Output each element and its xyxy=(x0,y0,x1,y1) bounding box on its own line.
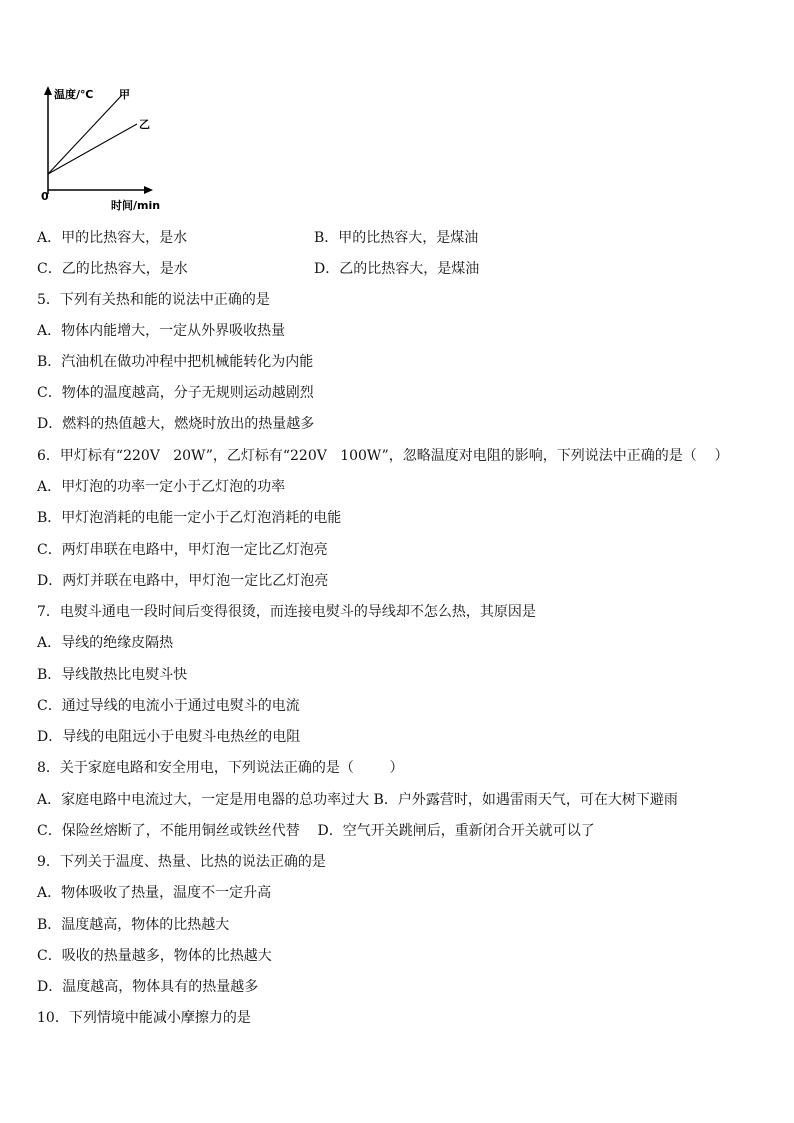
y-axis-arrow-icon xyxy=(44,86,52,95)
q10-stem: 10．下列情境中能减小摩擦力的是 xyxy=(37,1010,251,1026)
q6-option-c: C．两灯串联在电路中，甲灯泡一定比乙灯泡亮 xyxy=(37,542,328,558)
q5-option-c: C．物体的温度越高，分子无规则运动越剧烈 xyxy=(37,385,314,401)
q8-options-line2: C．保险丝熔断了，不能用铜丝或铁丝代替 D．空气开关跳闸后，重新闭合开关就可以了 xyxy=(37,823,595,839)
q6-stem: 6．甲灯标有“220V 20W”，乙灯标有“220V 100W”，忽略温度对电阻的影响，下列说法中正确的是（ ） xyxy=(37,448,729,464)
q5-option-d: D．燃料的热值越大，燃烧时放出的热量越多 xyxy=(37,416,315,432)
q5-stem: 5．下列有关热和能的说法中正确的是 xyxy=(37,292,270,308)
q6-option-a: A．甲灯泡的功率一定小于乙灯泡的功率 xyxy=(37,479,286,495)
x-axis-label: 时间/min xyxy=(111,199,161,212)
line-yi xyxy=(48,124,137,174)
q9-option-d: D．温度越高，物体具有的热量越多 xyxy=(37,979,259,995)
q8-stem: 8．关于家庭电路和安全用电，下列说法正确的是（ ） xyxy=(37,760,404,776)
q7-stem: 7．电熨斗通电一段时间后变得很烫，而连接电熨斗的导线却不怎么热，其原因是 xyxy=(37,604,536,620)
q5-option-b: B．汽油机在做功冲程中把机械能转化为内能 xyxy=(37,354,314,370)
q7-option-d: D．导线的电阻远小于电熨斗电热丝的电阻 xyxy=(37,729,301,745)
y-axis-label: 温度/℃ xyxy=(54,88,94,101)
q9-option-a: A．物体吸收了热量，温度不一定升高 xyxy=(37,885,272,901)
q9-stem: 9．下列关于温度、热量、比热的说法正确的是 xyxy=(37,854,326,870)
q4-option-a: A．甲的比热容大，是水 xyxy=(37,230,188,246)
q5-option-a: A．物体内能增大，一定从外界吸收热量 xyxy=(37,323,286,339)
q6-option-b: B．甲灯泡消耗的电能一定小于乙灯泡消耗的电能 xyxy=(37,510,342,526)
q7-option-a: A．导线的绝缘皮隔热 xyxy=(37,635,174,651)
line-yi-label: 乙 xyxy=(139,118,150,131)
q7-option-b: B．导线散热比电熨斗快 xyxy=(37,667,188,683)
q9-option-c: C．吸收的热量越多，物体的比热越大 xyxy=(37,948,272,964)
q4-option-b: B．甲的比热容大，是煤油 xyxy=(314,230,479,246)
q4-option-c: C．乙的比热容大，是水 xyxy=(37,261,188,277)
line-jia xyxy=(48,95,122,174)
temperature-time-graph xyxy=(30,82,210,212)
q8-options-line1: A．家庭电路中电流过大，一定是用电器的总功率过大 B．户外露营时，如遇雷雨天气，可在大树下避雨 xyxy=(37,792,678,808)
q9-option-b: B．温度越高，物体的比热越大 xyxy=(37,917,230,933)
q4-option-d: D．乙的比热容大，是煤油 xyxy=(314,261,480,277)
q7-option-c: C．通过导线的电流小于通过电熨斗的电流 xyxy=(37,698,300,714)
origin-label: 0 xyxy=(41,190,49,203)
line-jia-label: 甲 xyxy=(119,88,130,101)
x-axis-arrow-icon xyxy=(144,186,153,194)
q6-option-d: D．两灯并联在电路中，甲灯泡一定比乙灯泡亮 xyxy=(37,573,329,589)
